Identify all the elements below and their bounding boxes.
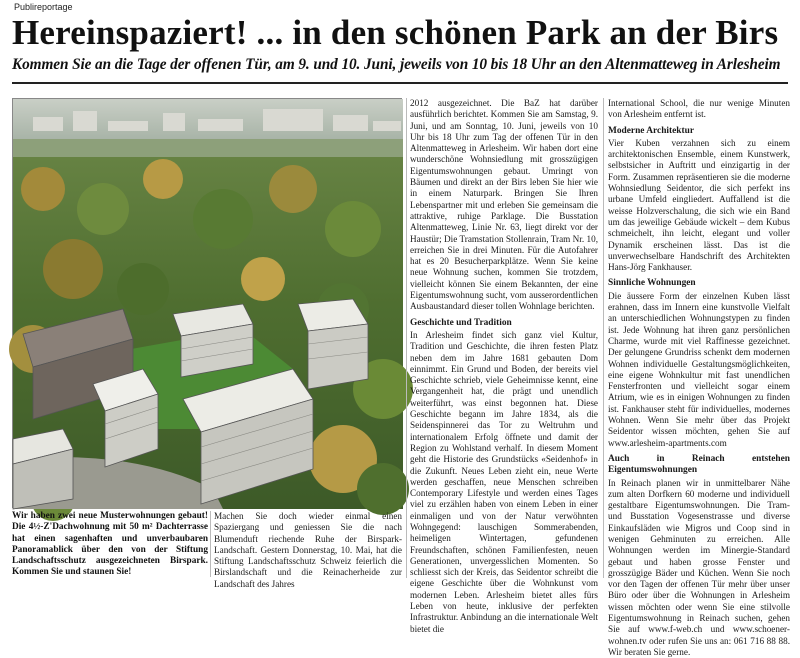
article-column-2 — [410, 98, 598, 578]
article-column-3 — [608, 98, 790, 578]
article-column-1 — [214, 511, 402, 577]
section-heading: Moderne Architektur — [608, 126, 790, 137]
section-heading: Sinnliche Wohnungen — [608, 278, 790, 289]
headline-rule — [12, 82, 788, 84]
column-divider — [210, 511, 211, 577]
aerial-photo-icon — [13, 99, 403, 509]
subheadline: Kommen Sie an die Tage der offenen Tür, am 9. und 10. Juni, jeweils von 10 bis 18 Uhr an den Altenmatteweg in Arlesheim — [12, 56, 788, 74]
aerial-photo — [12, 98, 402, 508]
kicker-label: Publireportage — [14, 2, 73, 12]
column-divider — [406, 98, 407, 578]
headline: Hereinspaziert! ... in den schönen Park an der Birs — [12, 13, 788, 53]
paragraph: Vier Kuben verzahnen sich zu einem architektonischen Ensemble, einem Kunstwerk, selbstsicher in Auftritt und einzigartig in der Form. Zusammen repräsentieren sie die moderne Wohnsiedlung Seidentor, die sich perfekt ins urbane Umfeld eingliedert. Auffallend ist die weisse Holzverschalung, die sich wie ein Band um das jeweilige Gebäude wickelt – dem Kubus schmeichelt, ihn leicht, elegant und voller Dynamik erscheinen lässt. Das ist die unverwechselbare Handschrift des Architekten Hans-Jörg Fankhauser. — [608, 138, 790, 274]
paragraph: In Reinach planen wir in unmittelbarer Nähe zum alten Dorfkern 60 moderne und individuell gestaltbare Eigentumswohnungen. Die Tram- und Busstation Vogesenstrasse und diverse Einkaufsläden wie Migros und Coop sind in wenigen Gehminuten zu erreichen. Alle Wohnungen werden im Minergie-Standard gebaut und haben grosse Fenster und grosszügige Bäder und Küchen. Wenn Sie noch vor den Tagen der offenen Tür mehr über unser Büro oder über die Wohnungen in Arlesheim wissen möchten oder wenn Sie eine stilvolle Eigentumswohnung in Reinach suchen, gehen Sie auf www.f-web.ch und www.schoener-wohnen.tv oder rufen Sie uns an: 061 716 88 88. Wir beraten Sie gerne. — [608, 478, 790, 658]
paragraph: International School, die nur wenige Minuten von Arlesheim entfernt ist. — [608, 98, 790, 121]
section-heading: Auch in Reinach entstehen Eigentumswohnungen — [608, 454, 790, 477]
photo-caption: Wir haben zwei neue Musterwohnungen gebaut! Die 4½-Z'Dachwohnung mit 50 m² Dachterrasse hat einen sagenhaften und unverbaubaren Panoramablick über den von der Stiftung Landschaftsschutz ausgezeichneten Birspark. Kommen Sie und staunen Sie! — [12, 511, 208, 579]
paragraph: Machen Sie doch wieder einmal einen Spaziergang und geniessen Sie die nach Blumenduft riechende Ruhe der Birspark-Landschaft. Gestern Donnerstag, 10. Mai, hat die Stiftung Landschaftsschutz Schweiz feierlich die Birslandschaft und die Reinacherheide zur Landschaft des Jahres — [214, 511, 402, 590]
paragraph: Die äussere Form der einzelnen Kuben lässt erahnen, dass im Innern eine kunstvolle Vielfalt an unterschiedlichen Wohnungstypen zu finden ist. Jede Wohnung hat ihren ganz persönlichen Charme, wurde mit viel Raffinesse gezeichnet. Der gelungene Grundriss schenkt dem modernen Wohnen individuelle Gestaltungsmöglichkeiten, eine eigene Wohnkultur mit fast unendlichen Fensterfronten und vielleicht sogar einem Atrium, wie es in einigen Wohnungen zu finden ist. Fankhauser steht für individuelles, modernes Wohnen. Wenn Sie mehr über das Projekt Seidentor wissen möchten, gehen Sie auf www.arlesheim-apartments.com — [608, 291, 790, 449]
paragraph: 2012 ausgezeichnet. Die BaZ hat darüber ausführlich berichtet. Kommen Sie am Samstag, 9. Juni, und am Sonntag, 10. Juni, jeweils von 10 Uhr bis 18 Uhr zum Tag der offenen Tür in den Altenmatteweg in Arlesheim. Wir haben dort eine wunderschöne Wohnsiedlung mit grosszügigen Eigentumswohnungen gebaut. Umringt von Bäumen und direkt an der Birs leben Sie hier wie in einem Naturpark. Bringen Sie Ihren Lebenspartner mit und erleben Sie gemeinsam die attraktive, ruhige Parklage. Die Busstation Altenmatteweg, Linie Nr. 63, liegt direkt vor der Haustür; Die Tramstation Stollenrain, Tram Nr. 10, erreichen Sie in drei Minuten. Für die Autofahrer hat es 20 Besucherparkplätze. Wenn Sie keine neue Wohnung suchen, kommen Sie trotzdem, vielleicht können Sie einem Bekannten, der eine Eigentumswohnung sucht, vom ausserordentlichen Ausbaustandard dieser tollen Wohnlage berichten. — [410, 98, 598, 313]
column-divider — [603, 98, 604, 578]
section-heading: Geschichte und Tradition — [410, 318, 598, 329]
paragraph: In Arlesheim findet sich ganz viel Kultur, Tradition und Geschichte, die ihren festen Platz neben dem im Jahre 1681 gebauten Dom einnimmt. Ein Grund und Boden, der bereits viel Geschichte schrieb, viele Geheimnisse kennt, eine Vergangenheit hat, die prägt und unendlich weiterführt, was einst begonnen hat. Diese Geschichte begann im Jahre 1834, als die Seidenspinnerei das Tor zu Weltruhm und internationalem Erfolg öffnete und damit der Region zu Wohlstand verhalf. In diesem Moment geht die Historie des Grundstücks «Seidenhof» in die Zukunft. Neues Leben zieht ein, neue Werte werden geschaffen, neue Menschen schreiben Contemporary Lifestyle und werden eines Tages viel zu erzählen haben von einem Leben in einer einmaligen und von der Natur verwöhnten Wohngegend: lauschigen Sommerabenden, heimeligen Wintertagen, gefundenen Freundschaften, schönen Familienfesten, neuen Generationen, unvergesslichen Momenten. So schliesst sich der Kreis, das Seidentor schreibt die eigene Geschichte über die Wohnkunst vom modernen Leben. Arlesheim bietet alles fürs Leben von heute, inklusive der perfekten Infrastruktur. Anbindung an die internationale Welt bietet die — [410, 330, 598, 635]
